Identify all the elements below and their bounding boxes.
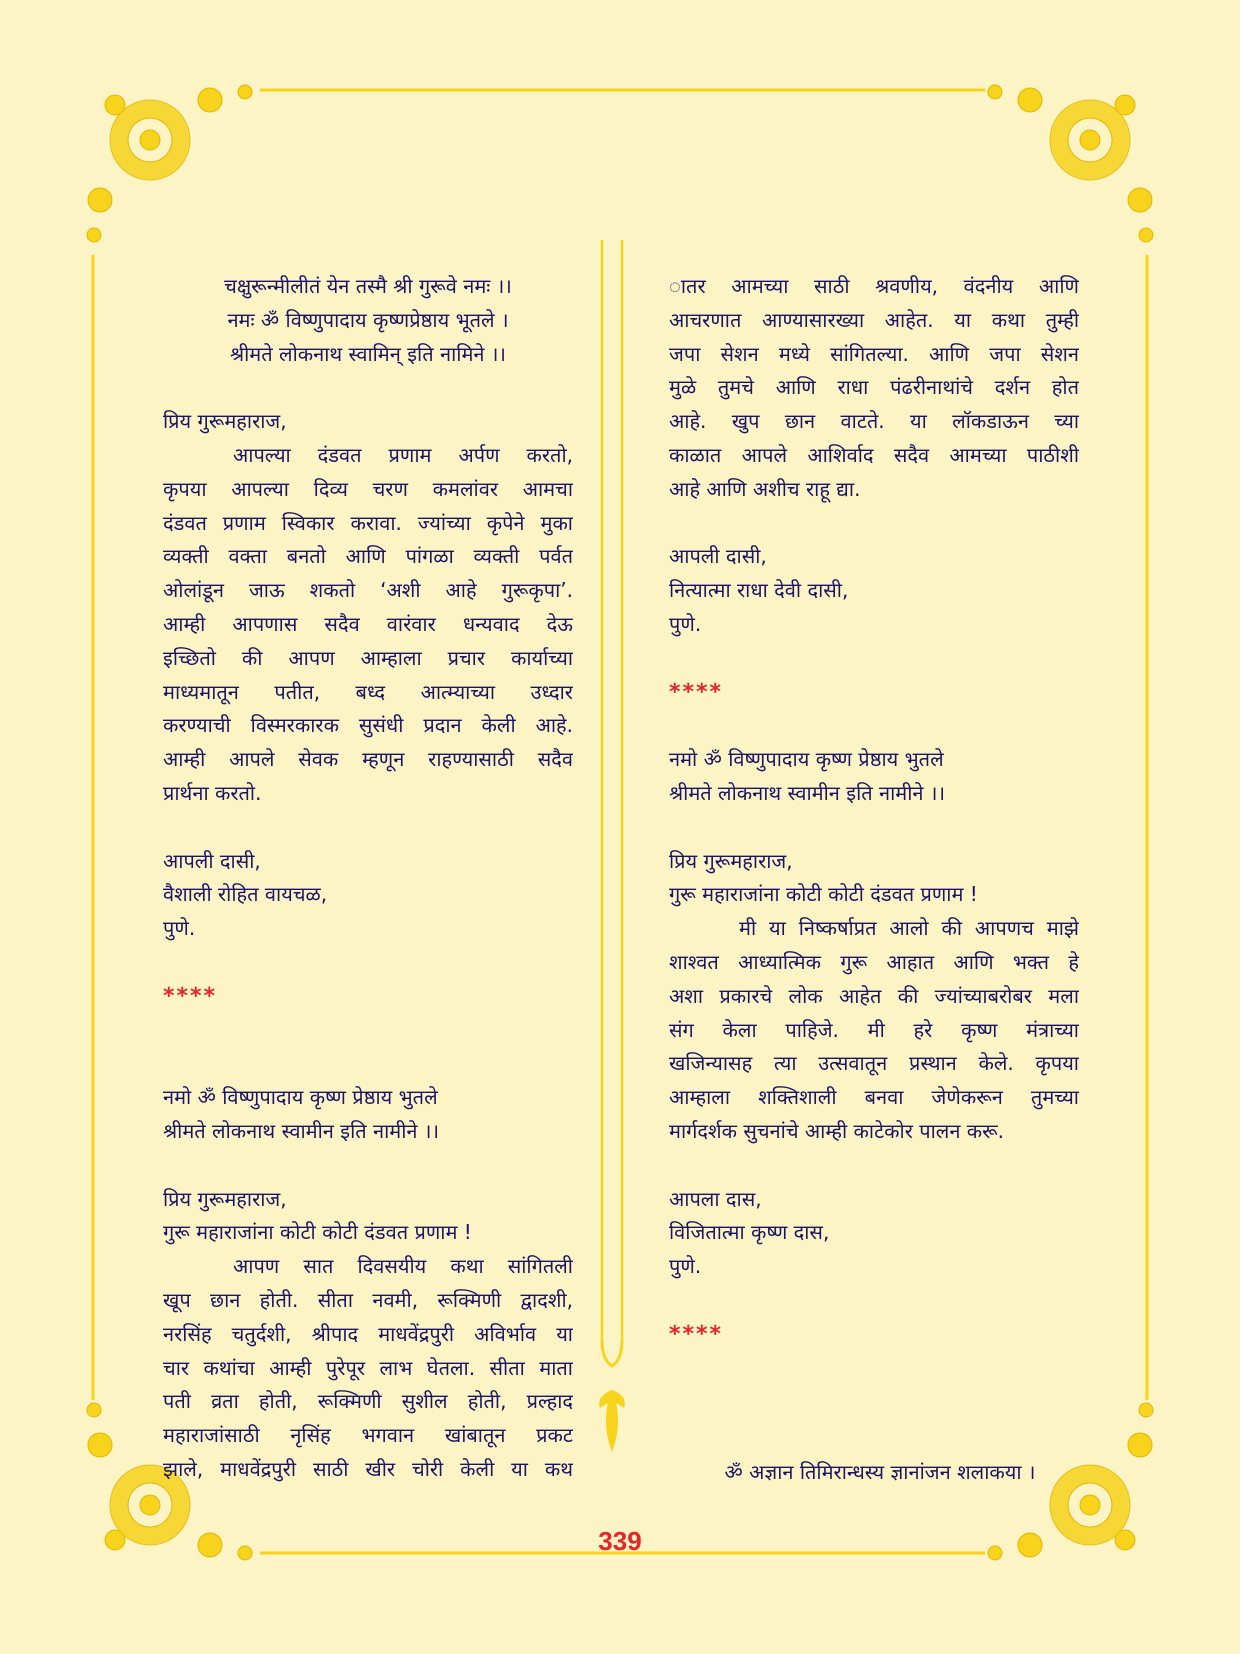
letter-body-line: माध्यमातून पतीत, बध्द आत्म्याच्या उध्दार [163, 679, 573, 704]
right-column [669, 270, 1079, 1352]
signature-line: वैशाली रोहित वायचळ, [163, 882, 328, 907]
signature-line: पुणे. [163, 916, 196, 941]
letter-body-line: अशा प्रकारचे लोक आहेत की ज्यांच्याबरोबर मला [669, 983, 1079, 1008]
verse-line: नमः ॐ विष्णुपादाय कृष्णप्रेष्ठाय भूतले । [227, 307, 509, 332]
divider-drop-ornament [599, 1390, 625, 1452]
corner-ornament-top-right [988, 85, 1153, 242]
letter-body-line: करण्याची विस्मरकारक सुसंधी प्रदान केली आहे. [163, 713, 573, 738]
letter-body-line: मार्गदर्शक सुचनांचे आम्ही काटेकोर पालन करू. [669, 1118, 1005, 1143]
verse-line: नमो ॐ विष्णुपादाय कृष्ण प्रेष्ठाय भुतले [163, 1085, 438, 1110]
letter-body-line: पती व्रता होती, रूक्मिणी सुशील होती, प्रल्हाद [163, 1389, 573, 1414]
signature-line: पुणे. [669, 611, 702, 636]
letter-body-line: आचरणात आण्यासारख्या आहेत. या कथा तुम्ही [669, 307, 1079, 332]
section-separator: **** [669, 1321, 724, 1347]
letter-body-line: व्यक्ती वक्ता बनतो आणि पांगळा व्यक्ती पर्वत [163, 544, 573, 569]
letter-body-line: आपल्या दंडवत प्रणाम अर्पण करतो, [233, 442, 573, 467]
letter-body-line: चार कथांचा आम्ही पुरेपूर लाभ घेतला. सीता माता [163, 1355, 573, 1380]
letter-body-line: ातर आमच्या साठी श्रवणीय, वंदनीय आणि [669, 274, 1079, 298]
corner-ornament-top-left [87, 85, 252, 242]
signature-line: पुणे. [669, 1254, 702, 1279]
letter-body-line: नरसिंह चतुर्दशी, श्रीपाद माधवेंद्रपुरी अविर्भाव या [163, 1321, 573, 1346]
letter-body-line: खजिन्यासह त्या उत्सवातून प्रस्थान केले. कृपया [669, 1051, 1079, 1076]
letter-body-line: मी या निष्कर्षाप्रत आलो की आपणच माझे [739, 916, 1079, 941]
letter-body-line: मुळे तुमचे आणि राधा पंढरीनाथांचे दर्शन होत [669, 375, 1079, 400]
letter-body-line: आहे. खुप छान वाटते. या लॉकडाऊन च्या [669, 409, 1079, 434]
letter-greeting: गुरू महाराजांना कोटी कोटी दंडवत प्रणाम ! [669, 882, 978, 907]
verse-line: श्रीमते लोकनाथ स्वामीन इति नामीने ।। [669, 780, 946, 805]
signature-line: आपला दास, [669, 1186, 762, 1211]
letter-body-line: प्रार्थना करतो. [163, 780, 262, 805]
letter-body-line: आपण सात दिवसयीय कथा सांगितली [233, 1254, 573, 1279]
verse-line: चक्षुरून्मीलीतं येन तस्मै श्री गुरूवे नमः ।। [224, 274, 512, 298]
left-column [163, 270, 573, 1487]
letter-body-line: झाले, माधवेंद्रपुरी साठी खीर चोरी केली या कथ [163, 1456, 573, 1481]
letter-body-line: महाराजांसाठी नृसिंह भगवान खांबातून प्रकट [163, 1423, 573, 1448]
letter-body-line: आम्ही आपणास सदैव वारंवार धन्यवाद देऊ [163, 611, 573, 636]
letter-body-line: कृपया आपल्या दिव्य चरण कमलांवर आमचा [163, 476, 573, 501]
letter-body-line: जपा सेशन मध्ये सांगितल्या. आणि जपा सेशन [669, 341, 1079, 366]
letter-body-line: काळात आपले आशिर्वाद सदैव आमच्या पाठीशी [669, 442, 1079, 467]
letter-body-line: इच्छितो की आपण आम्हाला प्रचार कार्याच्या [163, 645, 573, 670]
signature-line: नित्यात्मा राधा देवी दासी, [669, 578, 849, 603]
verse-line: श्रीमते लोकनाथ स्वामिन् इति नामिने ।। [229, 341, 507, 366]
letter-body-line: आम्हाला शक्तिशाली बनवा जेणेकरून तुमच्या [669, 1085, 1079, 1110]
letter-salutation: प्रिय गुरूमहाराज, [163, 1186, 287, 1211]
letter-body-line: खूप छान होती. सीता नवमी, रूक्मिणी द्वादशी, [163, 1287, 573, 1312]
signature-line: विजितात्मा कृष्ण दास, [669, 1220, 830, 1245]
signature-line: आपली दासी, [669, 544, 767, 569]
letter-salutation: प्रिय गुरूमहाराज, [163, 409, 287, 434]
letter-body-line: शाश्वत आध्यात्मिक गुरू आहात आणि भक्त हे [669, 949, 1079, 974]
letter-greeting: गुरू महाराजांना कोटी कोटी दंडवत प्रणाम ! [163, 1220, 472, 1245]
section-separator: **** [163, 983, 218, 1009]
verse-line: नमो ॐ विष्णुपादाय कृष्ण प्रेष्ठाय भुतले [669, 747, 944, 772]
letter-body-line: ओलांडून जाऊ शकतो ‘अशी आहे गुरूकृपा’. [163, 578, 573, 603]
letter-body-line: आम्ही आपले सेवक म्हणून राहण्यासाठी सदैव [163, 747, 573, 772]
letter-salutation: प्रिय गुरूमहाराज, [669, 848, 793, 873]
footer-verse: ॐ अज्ञान तिमिरान्धस्य ज्ञानांजन शलाकया । [724, 1460, 1036, 1484]
page-number: 339 [598, 1526, 642, 1556]
letter-body-line: दंडवत प्रणाम स्विकार करावा. ज्यांच्या कृपेने मुका [163, 510, 573, 535]
letter-body-line: संग केला पाहिजे. मी हरे कृष्ण मंत्राच्या [669, 1017, 1079, 1042]
verse-line: श्रीमते लोकनाथ स्वामीन इति नामीने ।। [163, 1118, 440, 1143]
letter-body-line: आहे आणि अशीच राहू द्या. [669, 476, 861, 501]
signature-line: आपली दासी, [163, 848, 261, 873]
section-separator: **** [669, 679, 724, 705]
